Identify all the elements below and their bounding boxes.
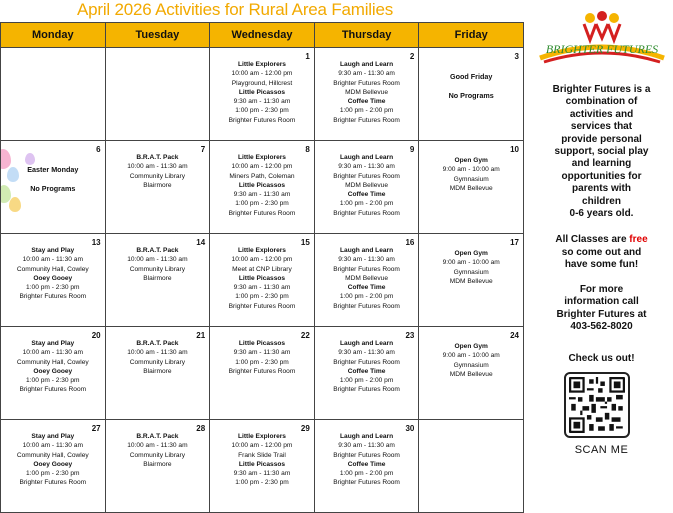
free-after-line: have some fun! xyxy=(564,259,639,271)
activity-detail: 9:30 am - 11:30 am xyxy=(338,442,395,450)
calendar-day-cell xyxy=(210,327,315,420)
calendar-day-cell xyxy=(419,48,524,141)
day-activities xyxy=(210,246,314,311)
activity-detail: Brighter Futures Room xyxy=(333,116,400,124)
activity-detail: 10:00 am - 11:30 am xyxy=(127,256,188,264)
day-number: 16 xyxy=(405,238,415,247)
calendar-day-cell xyxy=(105,141,210,234)
activity-name: Little Explorers xyxy=(237,433,286,440)
day-activities xyxy=(315,432,419,488)
weekday-header: Tuesday xyxy=(105,23,210,48)
description-line: opportunities for xyxy=(561,170,642,182)
description-line: provide personal xyxy=(561,133,642,145)
program-description xyxy=(530,84,673,366)
day-number: 30 xyxy=(405,424,415,433)
day-activities xyxy=(315,246,419,311)
free-line xyxy=(530,234,673,246)
activity-detail: Meet at CNP Library xyxy=(232,265,292,273)
easter-egg-icon xyxy=(9,197,21,212)
activity-name: Little Picassos xyxy=(238,181,286,189)
activity-detail: 9:00 am - 10:00 am xyxy=(442,259,500,267)
day-number: 14 xyxy=(196,238,206,247)
activity-name: Stay and Play xyxy=(31,433,75,440)
logo-wordmark: BRIGHTER FUTURES xyxy=(545,42,659,56)
calendar-day-cell xyxy=(1,327,106,420)
activity-detail: Blairmore xyxy=(143,274,172,282)
description-line: children xyxy=(582,195,621,207)
activity-detail: 1:00 pm - 2:30 pm xyxy=(235,479,289,487)
day-activities xyxy=(315,153,419,218)
activity-detail: 10:00 am - 11:30 am xyxy=(22,256,83,264)
calendar-day-cell xyxy=(210,141,315,234)
activity-detail: 1:00 pm - 2:00 pm xyxy=(339,293,394,301)
description-line: activities and xyxy=(569,108,634,120)
day-activities xyxy=(1,246,105,302)
activity-detail xyxy=(1,174,105,183)
activity-name: Open Gym xyxy=(454,250,488,257)
weekday-header: Monday xyxy=(1,23,106,48)
activity-name: Open Gym xyxy=(454,157,488,164)
activity-detail: 9:30 am - 11:30 am xyxy=(233,98,291,106)
day-number: 24 xyxy=(510,331,519,340)
activity-name: Stay and Play xyxy=(31,340,75,347)
day-activities xyxy=(210,432,314,488)
activity-detail: 9:30 am - 11:30 am xyxy=(233,349,291,357)
day-activities xyxy=(106,153,210,190)
activity-name: No Programs xyxy=(448,90,494,100)
scan-me-label: SCAN ME xyxy=(574,444,629,456)
activity-detail: 1:00 pm - 2:30 pm xyxy=(235,200,289,208)
day-activities xyxy=(1,339,105,395)
activity-detail: Gymnasium xyxy=(453,361,489,369)
calendar-day-cell xyxy=(419,234,524,327)
activity-detail: 10:00 am - 11:30 am xyxy=(127,163,188,171)
contact-line: Brighter Futures at xyxy=(556,308,647,320)
activity-detail: 10:00 am - 12:00 pm xyxy=(231,256,293,264)
activity-detail: 9:30 am - 11:30 am xyxy=(338,163,395,171)
free-word: free xyxy=(629,234,648,246)
activity-name: Little Explorers xyxy=(237,247,286,254)
calendar-week-row xyxy=(1,234,524,327)
activity-detail: 9:00 am - 10:00 am xyxy=(442,352,500,360)
activity-detail: Community Library xyxy=(129,451,186,459)
calendar-day-cell xyxy=(419,327,524,420)
description-line: services that xyxy=(570,121,633,133)
activity-detail: MDM Bellevue xyxy=(449,277,493,285)
activity-detail: Playground, Hillcrest xyxy=(231,79,293,87)
free-before: All Classes are xyxy=(555,234,630,246)
day-number: 7 xyxy=(200,145,206,154)
activity-detail: Brighter Futures Room xyxy=(228,367,296,375)
day-number: 20 xyxy=(91,331,101,340)
easter-egg-icon xyxy=(25,153,35,165)
day-number: 28 xyxy=(196,424,206,433)
activity-detail: Community Library xyxy=(129,358,186,366)
day-activities xyxy=(419,249,523,286)
activity-detail: Brighter Futures Room xyxy=(19,293,87,301)
activity-detail: 1:00 pm - 2:00 pm xyxy=(339,470,394,478)
day-activities xyxy=(210,60,314,125)
contact-line: For more xyxy=(579,283,624,295)
activity-detail: Miners Path, Coleman xyxy=(229,172,295,180)
activity-detail: Brighter Futures Room xyxy=(333,209,400,217)
activity-name: Coffee Time xyxy=(347,367,386,375)
activity-name: Open Gym xyxy=(454,343,488,350)
activity-detail: 10:00 am - 11:30 am xyxy=(22,349,83,357)
calendar-week-row xyxy=(1,48,524,141)
activity-detail: Community Library xyxy=(129,265,186,273)
activity-detail: MDM Bellevue xyxy=(345,181,389,189)
activity-name: Little Picassos xyxy=(238,340,286,347)
activity-detail: MDM Bellevue xyxy=(449,184,493,192)
day-activities xyxy=(106,246,210,283)
activity-detail: 9:00 am - 10:00 am xyxy=(442,166,500,174)
qr-code-icon[interactable] xyxy=(564,372,630,438)
day-activities xyxy=(419,72,523,100)
activity-detail: 10:00 am - 12:00 pm xyxy=(231,442,293,450)
activity-detail: Brighter Futures Room xyxy=(333,386,400,394)
activity-detail: Frank Slide Trail xyxy=(238,451,286,459)
activity-detail: Brighter Futures Room xyxy=(228,302,296,310)
activity-detail: Blairmore xyxy=(143,181,172,189)
activity-name: Easter Monday xyxy=(27,165,79,174)
activity-detail: 10:00 am - 12:00 pm xyxy=(231,163,293,171)
activity-detail: 9:30 am - 11:30 am xyxy=(338,349,395,357)
activity-detail: 1:00 pm - 2:00 pm xyxy=(339,200,394,208)
calendar-day-cell xyxy=(314,141,419,234)
calendar-week-row xyxy=(1,420,524,513)
activity-detail: 1:00 pm - 2:30 pm xyxy=(235,293,289,301)
calendar-day-cell xyxy=(1,234,106,327)
day-activities xyxy=(210,153,314,218)
activity-name: Stay and Play xyxy=(31,247,75,254)
activity-detail: Blairmore xyxy=(143,367,172,375)
calendar-week-row xyxy=(1,141,524,234)
activity-name: Good Friday xyxy=(450,72,493,81)
day-activities xyxy=(210,339,314,376)
brighter-futures-logo xyxy=(534,6,670,66)
day-number: 23 xyxy=(405,331,415,340)
activity-detail: Brighter Futures Room xyxy=(333,79,400,87)
activity-detail: 10:00 am - 11:30 am xyxy=(127,442,188,450)
activity-name: Little Explorers xyxy=(237,61,286,68)
calendar-day-cell xyxy=(105,420,210,513)
activity-detail: 1:00 pm - 2:30 pm xyxy=(26,284,80,292)
activity-detail: MDM Bellevue xyxy=(345,274,389,282)
calendar-day-cell xyxy=(314,48,419,141)
activity-detail: 1:00 pm - 2:30 pm xyxy=(26,377,80,385)
weekday-header: Wednesday xyxy=(210,23,315,48)
activity-detail: 1:00 pm - 2:30 pm xyxy=(26,470,80,478)
activity-detail: Brighter Futures Room xyxy=(333,451,400,459)
activity-name: B.R.A.T. Pack xyxy=(136,340,179,347)
description-line: parents with xyxy=(572,183,631,195)
activity-detail: 1:00 pm - 2:30 pm xyxy=(235,358,289,366)
activity-detail: 9:30 am - 11:30 am xyxy=(338,70,395,78)
activity-detail: Community Hall, Cowley xyxy=(16,358,89,366)
activity-name: Laugh and Learn xyxy=(340,340,394,347)
day-number: 15 xyxy=(300,238,310,247)
calendar-day-cell xyxy=(314,234,419,327)
activity-detail: Community Hall, Cowley xyxy=(16,451,89,459)
page-title: April 2026 Activities for Rural Area Families xyxy=(76,0,394,19)
day-number: 13 xyxy=(91,238,101,247)
activity-detail: 1:00 pm - 2:00 pm xyxy=(339,107,394,115)
calendar-day-cell xyxy=(419,141,524,234)
contact-info xyxy=(530,284,673,334)
calendar-day-cell xyxy=(1,420,106,513)
calendar-week-row xyxy=(1,327,524,420)
day-activities xyxy=(315,60,419,125)
activity-detail: 9:30 am - 11:30 am xyxy=(233,470,291,478)
activity-name: Coffee Time xyxy=(347,284,386,292)
calendar-day-cell xyxy=(210,48,315,141)
calendar-day-cell xyxy=(419,420,524,513)
activity-name: Little Explorers xyxy=(237,154,286,161)
activity-name: Laugh and Learn xyxy=(340,154,394,161)
day-number: 2 xyxy=(409,52,415,61)
weekday-header: Friday xyxy=(419,23,524,48)
activity-name: Laugh and Learn xyxy=(340,247,394,254)
activity-detail: Gymnasium xyxy=(453,268,489,276)
check-us-out: Check us out! xyxy=(568,353,635,365)
day-activities xyxy=(106,339,210,376)
activity-detail: Brighter Futures Room xyxy=(228,116,296,124)
day-number: 10 xyxy=(510,145,519,154)
activity-detail: Community Hall, Cowley xyxy=(16,265,89,273)
activity-detail: Brighter Futures Room xyxy=(333,358,400,366)
description-line: Brighter Futures is a xyxy=(552,84,651,95)
day-number: 21 xyxy=(196,331,206,340)
day-activities xyxy=(315,339,419,395)
activity-name: Ooey Gooey xyxy=(33,460,73,468)
activity-name: Little Picassos xyxy=(238,274,286,282)
activity-detail: 9:30 am - 11:30 am xyxy=(338,256,395,264)
calendar-day-cell xyxy=(314,327,419,420)
calendar-day-cell xyxy=(1,48,106,141)
activity-name: Coffee Time xyxy=(347,460,386,468)
activity-name: Coffee Time xyxy=(347,191,386,199)
activity-detail: Blairmore xyxy=(143,460,172,468)
activity-detail: MDM Bellevue xyxy=(449,370,493,378)
calendar-day-cell xyxy=(210,420,315,513)
weekday-header-row xyxy=(1,23,524,48)
activity-detail: Brighter Futures Room xyxy=(333,172,400,180)
day-number: 1 xyxy=(305,52,310,61)
day-activities xyxy=(106,432,210,469)
contact-line: 403-562-8020 xyxy=(570,320,633,332)
description-line: combination of xyxy=(565,96,638,108)
activity-name: Little Picassos xyxy=(238,460,286,468)
calendar-day-cell xyxy=(105,48,210,141)
day-number: 22 xyxy=(300,331,310,340)
description-line: and learning xyxy=(571,158,632,170)
day-activities xyxy=(419,342,523,379)
activity-detail: Brighter Futures Room xyxy=(333,302,400,310)
calendar-day-cell xyxy=(1,141,106,234)
activity-name: B.R.A.T. Pack xyxy=(136,433,179,440)
description-line: 0-6 years old. xyxy=(569,208,634,220)
calendar-day-cell xyxy=(105,234,210,327)
activity-detail: Brighter Futures Room xyxy=(19,386,87,394)
activity-detail: 1:00 pm - 2:00 pm xyxy=(339,377,394,385)
activity-name: No Programs xyxy=(30,183,76,193)
activity-detail: Brighter Futures Room xyxy=(333,479,400,487)
activity-name: Coffee Time xyxy=(347,98,386,106)
free-after-lines xyxy=(530,247,673,272)
day-number: 9 xyxy=(409,145,415,154)
day-number: 8 xyxy=(305,145,310,154)
activity-name: Little Picassos xyxy=(238,88,286,96)
day-number: 29 xyxy=(300,424,310,433)
contact-line: information call xyxy=(564,296,639,308)
activity-name: Laugh and Learn xyxy=(340,61,394,68)
activity-name: Laugh and Learn xyxy=(340,433,394,440)
activity-detail: 10:00 am - 12:00 pm xyxy=(231,70,293,78)
activity-detail: Community Library xyxy=(129,172,186,180)
info-sidebar xyxy=(530,0,673,482)
day-number: 3 xyxy=(514,52,519,61)
calendar-grid xyxy=(0,22,524,513)
activity-name: Ooey Gooey xyxy=(33,274,73,282)
description-line: support, social play xyxy=(554,146,649,158)
activity-detail: Gymnasium xyxy=(453,175,489,183)
weekday-header: Thursday xyxy=(314,23,419,48)
day-number: 17 xyxy=(510,238,519,247)
activity-detail: MDM Bellevue xyxy=(345,88,389,96)
activity-detail xyxy=(419,81,523,90)
activity-detail: Brighter Futures Room xyxy=(19,479,87,487)
free-after-line: so come out and xyxy=(561,246,642,258)
activity-name: B.R.A.T. Pack xyxy=(136,154,179,161)
activity-detail: 9:30 am - 11:30 am xyxy=(233,284,291,292)
activity-detail: Brighter Futures Room xyxy=(333,265,400,273)
calendar-day-cell xyxy=(105,327,210,420)
day-number: 6 xyxy=(96,145,101,154)
activity-detail: Brighter Futures Room xyxy=(228,209,296,217)
calendar-day-cell xyxy=(314,420,419,513)
activity-detail: 10:00 am - 11:30 am xyxy=(22,442,83,450)
day-activities xyxy=(1,432,105,488)
activity-detail: 9:30 am - 11:30 am xyxy=(233,191,291,199)
calendar-day-cell xyxy=(210,234,315,327)
day-activities xyxy=(1,165,105,193)
day-activities xyxy=(419,156,523,193)
activity-detail: 10:00 am - 11:30 am xyxy=(127,349,188,357)
activity-name: B.R.A.T. Pack xyxy=(136,247,179,254)
day-number: 27 xyxy=(91,424,101,433)
activity-detail: 1:00 pm - 2:30 pm xyxy=(235,107,289,115)
description-lines xyxy=(530,84,673,220)
activity-name: Ooey Gooey xyxy=(33,367,73,375)
